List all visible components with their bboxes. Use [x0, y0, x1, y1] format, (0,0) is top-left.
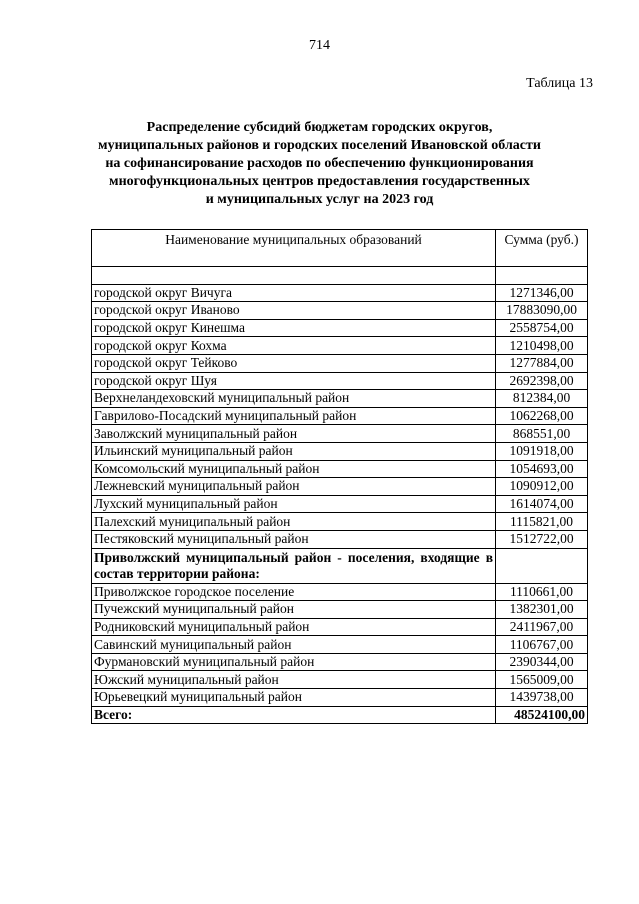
- row-name-cell: городской округ Кохма: [92, 337, 496, 355]
- row-sum-cell: 1382301,00: [496, 601, 588, 619]
- table-row: [92, 372, 588, 390]
- table-body: [92, 267, 588, 724]
- column-header-name: Наименование муниципальных образований: [92, 230, 496, 267]
- table-row: [92, 636, 588, 654]
- table-row: [92, 337, 588, 355]
- row-name-cell: Ильинский муниципальный район: [92, 442, 496, 460]
- table-row: [92, 478, 588, 496]
- column-header-sum: Сумма (руб.): [496, 230, 588, 267]
- table-row: [92, 495, 588, 513]
- row-name-cell: городской округ Шуя: [92, 372, 496, 390]
- row-name-cell: Приволжское городское поселение: [92, 583, 496, 601]
- title-line: на софинансирование расходов по обеспечению функционирования: [105, 156, 534, 171]
- table-label: Таблица 13: [526, 76, 593, 91]
- row-sum-cell: 1614074,00: [496, 495, 588, 513]
- row-name-cell: [92, 267, 496, 285]
- row-name-cell: Южский муниципальный район: [92, 671, 496, 689]
- row-name-cell: городской округ Кинешма: [92, 319, 496, 337]
- group-header-row: [92, 548, 588, 583]
- row-name-cell: Заволжский муниципальный район: [92, 425, 496, 443]
- title-line: многофункциональных центров предоставления государственных: [109, 174, 530, 189]
- total-row: [92, 706, 588, 724]
- row-sum-cell: 1062268,00: [496, 407, 588, 425]
- row-name-cell: Приволжский муниципальный район - поселения, входящие в состав территории района:: [92, 548, 496, 583]
- row-sum-cell: [496, 267, 588, 285]
- row-sum-cell: 1090912,00: [496, 478, 588, 496]
- row-sum-cell: 17883090,00: [496, 302, 588, 320]
- row-sum-cell: 2558754,00: [496, 319, 588, 337]
- row-sum-cell: 1054693,00: [496, 460, 588, 478]
- row-sum-cell: 1091918,00: [496, 442, 588, 460]
- table-row: [92, 407, 588, 425]
- row-name-cell: Гаврилово-Посадский муниципальный район: [92, 407, 496, 425]
- row-name-cell: Палехский муниципальный район: [92, 513, 496, 531]
- row-name-cell: Лухский муниципальный район: [92, 495, 496, 513]
- table-row: [92, 390, 588, 408]
- subsidies-table: [91, 229, 588, 724]
- table-row: [92, 425, 588, 443]
- row-sum-cell: [496, 548, 588, 583]
- table-row: [92, 442, 588, 460]
- table-row: [92, 530, 588, 548]
- row-sum-cell: 1106767,00: [496, 636, 588, 654]
- table-row: [92, 618, 588, 636]
- row-sum-cell: 2390344,00: [496, 653, 588, 671]
- table-row: [92, 583, 588, 601]
- title-line: Распределение субсидий бюджетам городских округов,: [146, 120, 493, 135]
- table-row: [92, 302, 588, 320]
- row-name-cell: Родниковский муниципальный район: [92, 618, 496, 636]
- row-name-cell: Фурмановский муниципальный район: [92, 653, 496, 671]
- table-row: [92, 601, 588, 619]
- title-line: муниципальных районов и городских поселений Ивановской области: [98, 138, 541, 153]
- title-line: и муниципальных услуг на 2023 год: [205, 192, 434, 207]
- row-sum-cell: 1271346,00: [496, 284, 588, 302]
- table-row: [92, 689, 588, 707]
- row-sum-cell: 1439738,00: [496, 689, 588, 707]
- row-name-cell: Пучежский муниципальный район: [92, 601, 496, 619]
- row-sum-cell: 868551,00: [496, 425, 588, 443]
- row-sum-cell: 1110661,00: [496, 583, 588, 601]
- row-name-cell: Лежневский муниципальный район: [92, 478, 496, 496]
- row-sum-cell: 2692398,00: [496, 372, 588, 390]
- table-row: [92, 653, 588, 671]
- row-name-cell: Пестяковский муниципальный район: [92, 530, 496, 548]
- table-spacer-row: [92, 267, 588, 285]
- document-title: [60, 119, 579, 209]
- row-sum-cell: 1565009,00: [496, 671, 588, 689]
- row-sum-cell: 1210498,00: [496, 337, 588, 355]
- table-header-row: [92, 230, 588, 267]
- row-sum-cell: 1512722,00: [496, 530, 588, 548]
- row-sum-cell: 1277884,00: [496, 354, 588, 372]
- row-name-cell: Комсомольский муниципальный район: [92, 460, 496, 478]
- row-sum-cell: 812384,00: [496, 390, 588, 408]
- table-row: [92, 671, 588, 689]
- table-row: [92, 284, 588, 302]
- row-name-cell: Верхнеландеховский муниципальный район: [92, 390, 496, 408]
- table-row: [92, 319, 588, 337]
- row-name-cell: Всего:: [92, 706, 496, 724]
- row-name-cell: Юрьевецкий муниципальный район: [92, 689, 496, 707]
- table-row: [92, 513, 588, 531]
- row-sum-cell: 1115821,00: [496, 513, 588, 531]
- row-sum-cell: 2411967,00: [496, 618, 588, 636]
- table-row: [92, 460, 588, 478]
- row-name-cell: городской округ Иваново: [92, 302, 496, 320]
- row-name-cell: городской округ Тейково: [92, 354, 496, 372]
- page-number: 714: [309, 38, 330, 53]
- row-name-cell: Савинский муниципальный район: [92, 636, 496, 654]
- row-name-cell: городской округ Вичуга: [92, 284, 496, 302]
- table-row: [92, 354, 588, 372]
- row-sum-cell: 48524100,00: [496, 706, 588, 724]
